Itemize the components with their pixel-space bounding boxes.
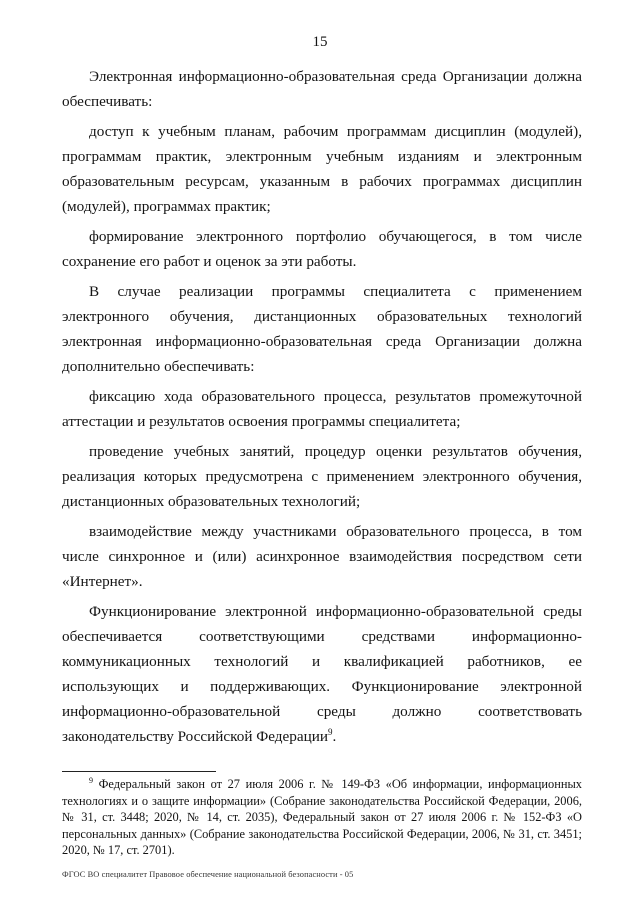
footnote xyxy=(62,776,582,859)
main-text xyxy=(62,64,582,749)
paragraph-distance-learning: В случае реализации программы специалитета с применением электронного обучения, дистанционных образовательных технологий электронная информационно-образовательная среда Организации должна дополнительно обеспечивать: xyxy=(62,283,582,375)
footnote-divider xyxy=(62,771,216,772)
paragraph-portfolio: формирование электронного портфолио обучающегося, в том числе сохранение его работ и оценок за эти работы. xyxy=(62,228,582,270)
footnote-reference: 9 xyxy=(327,727,333,737)
paragraph-process-recording: фиксацию хода образовательного процесса, результатов промежуточной аттестации и результатов освоения программы специалитета; xyxy=(62,388,582,430)
paragraph-access-plans: доступ к учебным планам, рабочим программам дисциплин (модулей), программам практик, электронным учебным изданиям и электронным образовательным ресурсам, указанным в рабочих программах дисциплин (модулей), программах практик; xyxy=(62,123,582,215)
paragraph-eios-intro: Электронная информационно-образовательная среда Организации должна обеспечивать: xyxy=(62,68,582,110)
page-number: 15 xyxy=(312,34,328,50)
paragraph-functioning-text: Функционирование электронной информационно-образовательной среды обеспечивается соответствующими средствами информационно-коммуникационных технологий и квалификацией работников, ее использующих и поддерживающих. Функционирование электронной информационно-образовательной среды должно соответствовать законодательству Российской Федерации xyxy=(62,603,582,745)
footnote-marker: 9 xyxy=(89,776,93,785)
footnote-text: Федеральный закон от 27 июля 2006 г. № 149-ФЗ «Об информации, информационных технологиях и о защите информации» (Собрание законодательства Российской Федерации, 2006, № 31, ст. 3448; 2020, № 14, ст. 2035), Федеральный закон от 27 июля 2006 г. № 152-ФЗ «О персональных данных» (Собрание законодательства Российской Федерации, 2006, № 31, ст. 3451; 2020, № 17, ст. 2701). xyxy=(62,777,582,857)
paragraph-functioning: Функционирование электронной информационно-образовательной среды обеспечивается соответствующими средствами информационно-коммуникационных технологий и квалификацией работников, ее использующих и поддерживающих. Функционирование электронной информационно-образовательной среды должно соответствовать законодательству Российской Федерации$^9$. xyxy=(62,603,582,745)
paragraph-interaction: взаимодействие между участниками образовательного процесса, в том числе синхронное и (или) асинхронное взаимодействия посредством сети «Интернет». xyxy=(62,523,582,590)
page-footer: ФГОС ВО специалитет Правовое обеспечение национальной безопасности - 05 xyxy=(62,870,354,879)
paragraph-conducting-classes: проведение учебных занятий, процедур оценки результатов обучения, реализация которых предусмотрена с применением электронного обучения, дистанционных образовательных технологий; xyxy=(62,443,582,510)
